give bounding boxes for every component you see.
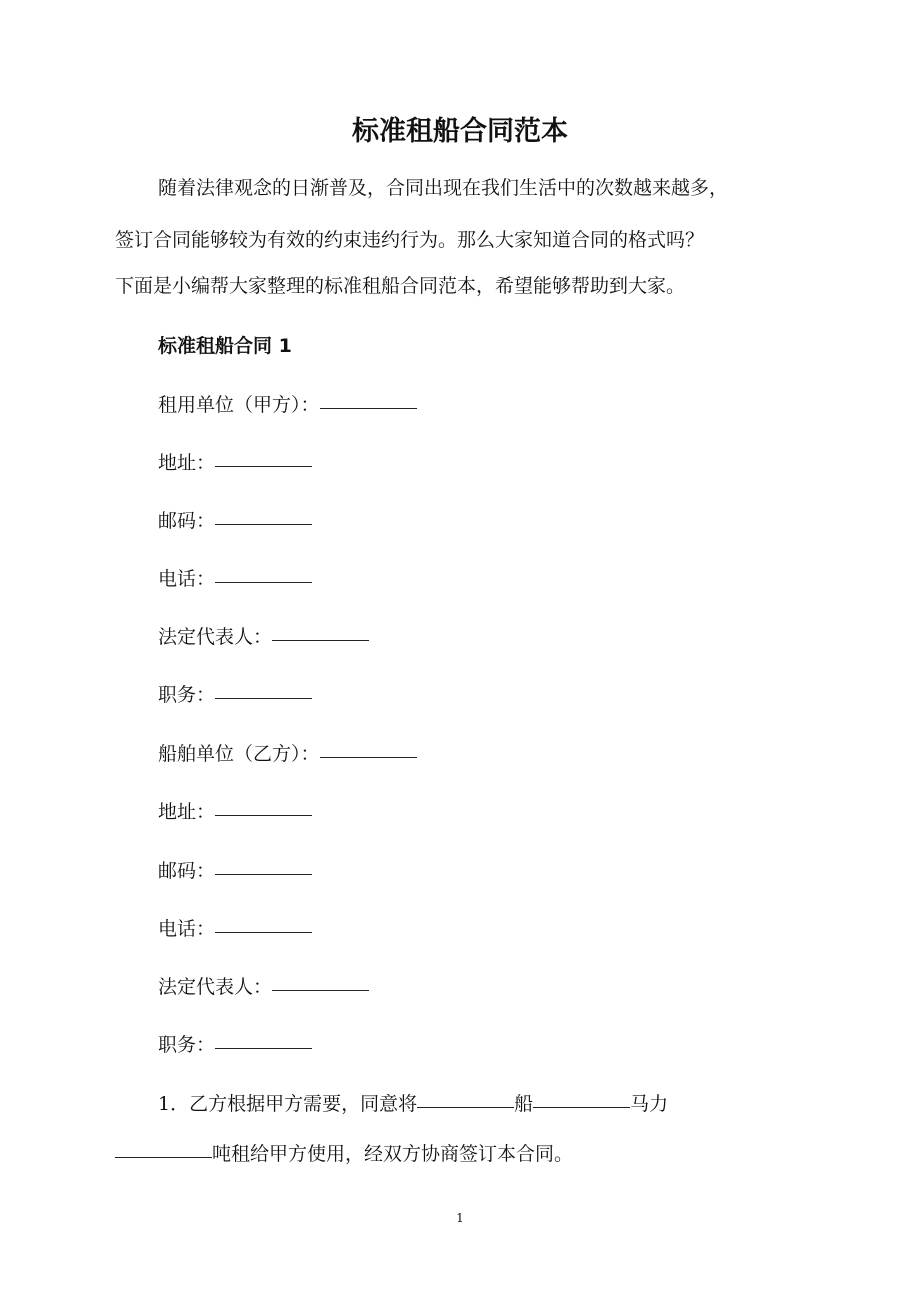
party-a-address-label: 地址：	[158, 452, 216, 474]
document-title: 标准租船合同范本	[352, 116, 568, 147]
party-b-position-blank	[215, 1047, 312, 1049]
party-b-postcode-blank	[215, 873, 312, 875]
intro-line-1: 随着法律观念的日渐普及，合同出现在我们生活中的次数越来越多，	[158, 177, 729, 199]
party-a-phone-row	[158, 565, 312, 593]
clause-1-line-2	[115, 1140, 573, 1168]
party-a-name-blank	[320, 407, 417, 409]
intro-line-3: 下面是小编帮大家整理的标准租船合同范本，希望能够帮助到大家。	[115, 275, 686, 297]
party-a-phone-blank	[215, 581, 312, 583]
clause-1-ship-blank	[417, 1106, 514, 1108]
page-number: 1	[456, 1211, 464, 1225]
party-a-phone-label: 电话：	[158, 568, 216, 590]
clause-1-line-1	[158, 1090, 668, 1118]
intro-line-2: 签订合同能够较为有效的约束违约行为。那么大家知道合同的格式吗？	[115, 229, 705, 251]
party-b-position-label: 职务：	[158, 1034, 216, 1056]
party-b-address-label: 地址：	[158, 801, 216, 823]
clause-1-part-2: 船	[514, 1093, 534, 1115]
party-a-postcode-blank	[215, 523, 312, 525]
party-b-position-row	[158, 1031, 312, 1059]
party-b-representative-label: 法定代表人：	[158, 976, 273, 998]
party-a-address-row	[158, 449, 312, 477]
clause-1-tonnage-blank	[115, 1156, 212, 1158]
party-a-label: 租用单位（甲方）：	[158, 394, 320, 416]
clause-1-part-1: 1．乙方根据甲方需要，同意将	[158, 1093, 418, 1115]
clause-1-part-4: 吨租给甲方使用，经双方协商签订本合同。	[212, 1143, 574, 1165]
party-a-address-blank	[215, 465, 312, 467]
party-b-name-row	[158, 740, 417, 768]
party-b-name-blank	[320, 756, 417, 758]
party-a-representative-blank	[272, 639, 369, 641]
party-a-position-label: 职务：	[158, 684, 216, 706]
party-b-label: 船舶单位（乙方）：	[158, 743, 320, 765]
party-b-representative-row	[158, 973, 369, 1001]
party-b-postcode-row	[158, 857, 312, 885]
party-b-address-blank	[215, 814, 312, 816]
party-a-name-row	[158, 391, 417, 419]
party-a-representative-label: 法定代表人：	[158, 626, 273, 648]
party-a-position-blank	[215, 697, 312, 699]
party-b-phone-row	[158, 915, 312, 943]
clause-1-horsepower-blank	[533, 1106, 630, 1108]
section-heading: 标准租船合同 1	[158, 335, 292, 357]
party-a-representative-row	[158, 623, 369, 651]
party-a-postcode-row	[158, 507, 312, 535]
party-b-postcode-label: 邮码：	[158, 860, 216, 882]
party-b-representative-blank	[272, 989, 369, 991]
party-a-position-row	[158, 681, 312, 709]
party-b-phone-blank	[215, 931, 312, 933]
party-b-phone-label: 电话：	[158, 918, 216, 940]
party-a-postcode-label: 邮码：	[158, 510, 216, 532]
party-b-address-row	[158, 798, 312, 826]
clause-1-part-3: 马力	[630, 1093, 669, 1115]
